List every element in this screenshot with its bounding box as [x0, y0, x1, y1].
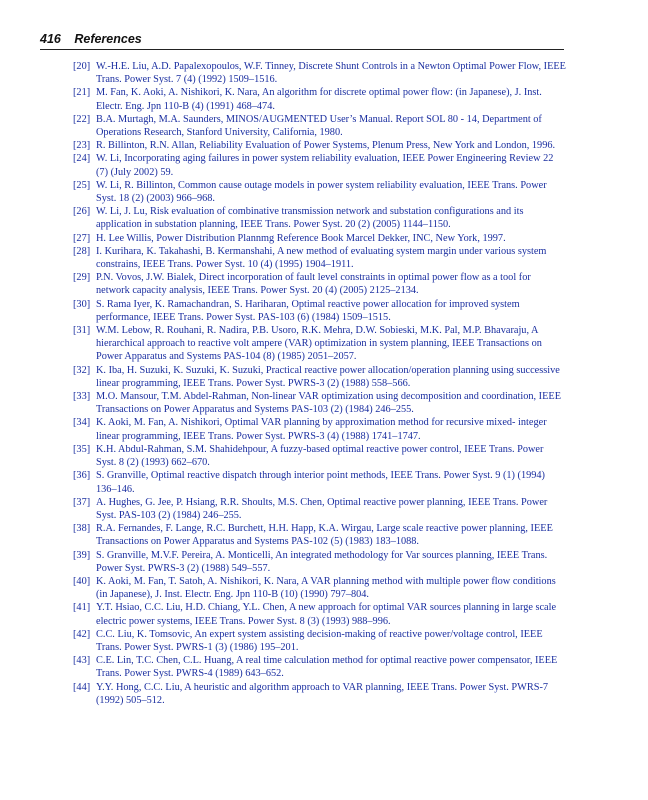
reference-text: C.E. Lin, T.C. Chen, C.L. Huang, A real time calculation method for optimal reactive power compensator, IEEE Trans. Power Syst. PWRS-4 (1989) 643–652. [96, 655, 558, 680]
reference-number: [37] [73, 496, 91, 508]
reference-number: [20] [73, 61, 91, 72]
reference-item [73, 390, 566, 416]
reference-text: R. Billinton, R.N. Allan, Reliability Evaluation of Power Systems, Plenum Press, New York and London, 1996. [96, 140, 556, 152]
reference-text: S. Rama Iyer, K. Ramachandran, S. Hariharan, Optimal reactive power allocation for improved system performance, IEEE Trans. Power Syst. PAS-103 (6) (1984) 1509–1515. [96, 298, 520, 323]
reference-item [73, 681, 566, 707]
reference-item [73, 628, 566, 654]
reference-number: [21] [73, 87, 91, 99]
reference-item [73, 324, 566, 364]
reference-number: [40] [73, 575, 91, 587]
reference-item [73, 232, 566, 245]
section-title: References [74, 32, 142, 46]
reference-number: [30] [73, 298, 91, 310]
reference-text: K. Aoki, M. Fan, A. Nishikori, Optimal VAR planning by approximation method for recursive mixed- integer linear programming, IEEE Trans. Power Syst. PWRS-3 (4) (1988) 1741–1747. [96, 417, 547, 442]
page-header [40, 30, 564, 48]
reference-text: W. Li, J. Lu, Risk evaluation of combinative transmission network and substation configurations and its application in substation planning, IEEE Trans. Power Syst. 20 (2) (2005) 1144–1150. [96, 206, 524, 231]
reference-number: [39] [73, 549, 91, 561]
reference-text: Y.Y. Hong, C.C. Liu, A heuristic and algorithm approach to VAR planning, IEEE Trans. Power Syst. PWRS-7 (1992) 505–512. [96, 681, 549, 706]
reference-item [73, 522, 566, 548]
reference-text: K. Aoki, M. Fan, T. Satoh, A. Nishikori, K. Nara, A VAR planning method with multiple power flow conditions (in Japanese), J. Inst. Electr. Eng. Jpn 110-B (10) (1990) 797–804. [96, 575, 556, 601]
reference-number: [33] [73, 391, 91, 403]
reference-text: R.A. Fernandes, F. Lange, R.C. Burchett, H.H. Happ, K.A. Wirgau, Large scale reactive power planning, IEEE Transactions on Power Apparatus and Systems PAS-102 (5) (1983) 183–1088. [96, 523, 553, 548]
reference-number: [26] [73, 206, 91, 218]
reference-item [73, 245, 566, 271]
reference-number: [43] [73, 655, 91, 667]
reference-number: [25] [73, 179, 91, 191]
reference-number: [38] [73, 523, 91, 535]
header-divider [40, 49, 564, 50]
reference-text: K. Iba, H. Suzuki, K. Suzuki, K. Suzuki, Practical reactive power allocation/operation planning using successive linear programming, IEEE Trans. Power Syst. PWRS-3 (2) (1988) 558–566. [96, 364, 560, 389]
reference-text: P.N. Vovos, J.W. Bialek, Direct incorporation of fault level constraints in optimal power flow as a tool for network capacity analysis, IEEE Trans. Power Syst. 20 (4) (2005) 2125–2134. [96, 272, 531, 297]
reference-text: Y.T. Hsiao, C.C. Liu, H.D. Chiang, Y.L. Chen, A new approach for optimal VAR sources planning in large scale electric power systems, IEEE Trans. Power Syst. 8 (3) (1993) 988–996. [96, 602, 557, 627]
reference-number: [32] [73, 364, 91, 376]
reference-number: [23] [73, 140, 91, 152]
reference-item [73, 654, 566, 680]
reference-text: B.A. Murtagh, M.A. Saunders, MINOS/AUGMENTED User’s Manual. Report SOL 80 - 14, Department of Operations Research, Stanford University, California, 1980. [96, 113, 542, 139]
reference-text: S. Granville, Optimal reactive dispatch through interior point methods, IEEE Trans. Power Syst. 9 (1) (1994) 136–146. [96, 470, 545, 495]
reference-number: [44] [73, 681, 91, 693]
reference-text: W.-H.E. Liu, A.D. Papalexopoulos, W.F. Tinney, Discrete Shunt Controls in a Newton Optimal Power Flow, IEEE Trans. Power Syst. 7 (4) (1992) 1509–1516. [96, 61, 566, 86]
reference-item [73, 443, 566, 469]
reference-number: [36] [73, 470, 91, 482]
reference-text: C.C. Liu, K. Tomsovic, An expert system assisting decision-making of reactive power/voltage control, IEEE Trans. Power Syst. PWRS-1 (3) (1986) 195–201. [96, 628, 543, 653]
reference-number: [22] [73, 113, 91, 125]
reference-list [73, 60, 566, 707]
reference-number: [24] [73, 153, 91, 165]
reference-item [73, 469, 566, 495]
reference-text: S. Granville, M.V.F. Pereira, A. Monticelli, An integrated methodology for Var sources planning, IEEE Trans. Power Syst. PWRS-3 (2) (1988) 549–557. [96, 549, 548, 574]
reference-item [73, 496, 566, 522]
reference-item [73, 113, 566, 139]
reference-text: K.H. Abdul-Rahman, S.M. Shahidehpour, A fuzzy-based optimal reactive power control, IEEE Trans. Power Syst. 8 (2) (1993) 662–670. [96, 443, 544, 469]
reference-text: W. Li, Incorporating aging failures in power system reliability evaluation, IEEE Power Engineering Review 22 (7) (July 2002) 59. [96, 153, 554, 178]
reference-text: I. Kurihara, K. Takahashi, B. Kermanshahi, A new method of evaluating system margin under various system constrains, IEEE Trans. Power Syst. 10 (4) (1995) 1904–1911. [96, 245, 547, 271]
reference-item [73, 601, 566, 627]
reference-item [73, 271, 566, 297]
reference-number: [34] [73, 417, 91, 429]
reference-item [73, 364, 566, 390]
reference-item [73, 60, 566, 86]
reference-number: [29] [73, 272, 91, 284]
reference-item [73, 205, 566, 231]
reference-item [73, 549, 566, 575]
reference-text: M. Fan, K. Aoki, A. Nishikori, K. Nara, An algorithm for discrete optimal power flow: (in Japanese), J. Inst. Electr. Eng. Jpn 110-B (4) (1991) 468–474. [96, 87, 542, 112]
reference-item [73, 152, 566, 178]
reference-text: A. Hughes, G. Jee, P. Hsiang, R.R. Shoults, M.S. Chen, Optimal reactive power planning, IEEE Trans. Power Syst. PAS-103 (2) (1984) 246–255. [96, 496, 548, 521]
reference-text: W. Li, R. Billinton, Common cause outage models in power system reliability evaluation, IEEE Trans. Power Syst. 18 (2) (2003) 966–968. [96, 179, 547, 205]
reference-number: [41] [73, 602, 91, 614]
reference-number: [27] [73, 232, 91, 244]
reference-text: M.O. Mansour, T.M. Abdel-Rahman, Non-linear VAR optimization using decomposition and coordination, IEEE Transactions on Power Apparatus and Systems PAS-103 (2) (1984) 246–255. [96, 391, 561, 416]
page-number: 416 [40, 32, 61, 46]
reference-item [73, 139, 566, 152]
reference-number: [35] [73, 443, 91, 455]
reference-text: W.M. Lebow, R. Rouhani, R. Nadira, P.B. Usoro, R.K. Mehra, D.W. Sobieski, M.K. Pal, M.P. Bhavaraju, A hierarchical approach to reactive volt ampere (VAR) optimization in system planning, IEEE Transactions on Power Apparatus and Systems PAS-104 (8) (1985) 2051–2057. [96, 325, 542, 363]
reference-item [73, 298, 566, 324]
reference-item [73, 416, 566, 442]
reference-item [73, 575, 566, 601]
reference-number: [28] [73, 245, 91, 257]
reference-item [73, 179, 566, 205]
reference-text: H. Lee Willis, Power Distribution Plannmg Reference Book Marcel Dekker, INC, New York, 1997. [96, 232, 506, 244]
reference-number: [42] [73, 628, 91, 640]
reference-number: [31] [73, 325, 91, 337]
reference-item [73, 86, 566, 112]
